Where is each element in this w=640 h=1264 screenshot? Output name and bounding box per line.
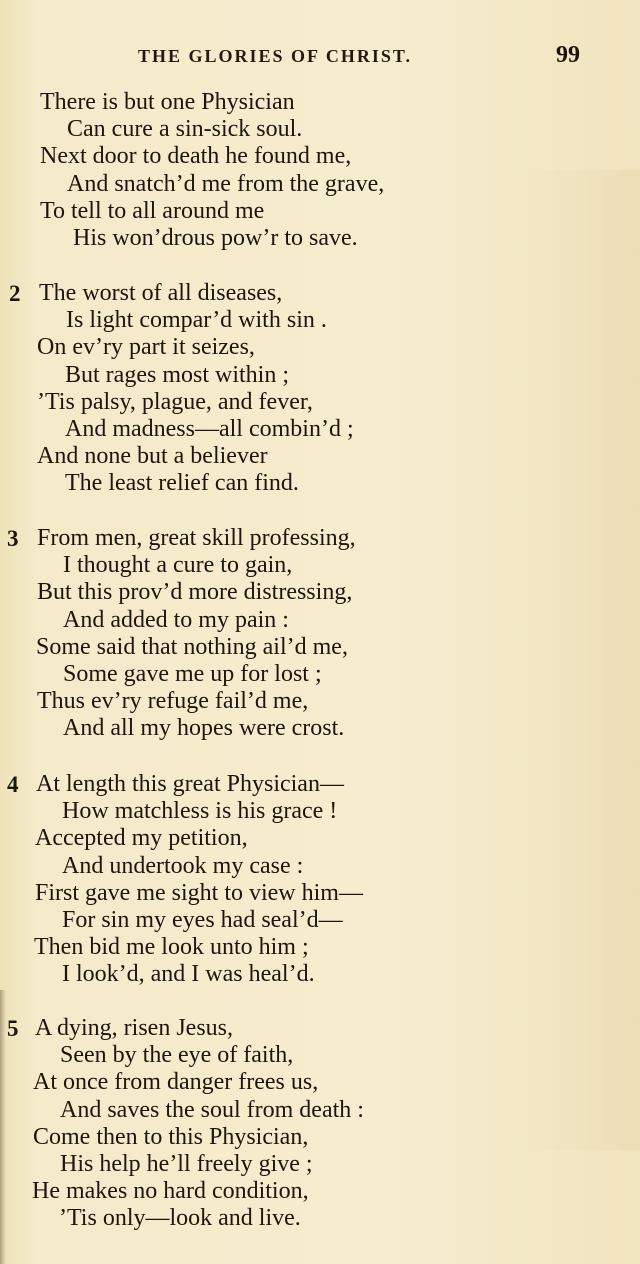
verse-line: First gave me sight to view him— <box>35 879 363 906</box>
stanza-number: 3 <box>7 526 19 551</box>
stanza-2 <box>0 280 640 498</box>
verse-line: At once from danger frees us, <box>33 1069 319 1096</box>
verse-line: His won’drous pow’r to save. <box>73 224 358 251</box>
verse-line: Seen by the eye of faith, <box>60 1042 294 1069</box>
verse-line: And none but a believer <box>37 443 268 470</box>
verse-line: ’Tis only—look and live. <box>59 1205 301 1232</box>
verse-line: On ev’ry part it seizes, <box>37 334 255 361</box>
verse-line: Is light compar’d with sin . <box>66 307 327 334</box>
verse-line: From men, great skill professing, <box>37 525 356 551</box>
running-title: THE GLORIES OF CHRIST. <box>138 46 413 66</box>
stanza-3 <box>0 525 640 743</box>
verse-line: But this prov’d more distressing, <box>37 579 353 606</box>
verse-line: Come then to this Physician, <box>33 1123 309 1150</box>
stanza-5 <box>0 1015 640 1233</box>
verse-line: And all my hopes were crost. <box>63 715 345 742</box>
verse-line: His help he’ll freely give ; <box>60 1150 313 1177</box>
verse-line: At length this great Physician— <box>36 771 344 797</box>
verse-line: ’Tis palsy, plague, and fever, <box>37 388 313 415</box>
stanza-number: 5 <box>7 1016 19 1041</box>
verse-line: A dying, risen Jesus, <box>35 1015 233 1041</box>
page-number: 99 <box>556 42 580 68</box>
verse-line: Can cure a sin-sick soul. <box>67 116 303 143</box>
verse-line: There is but one Physician <box>40 89 295 115</box>
verse-line: The worst of all diseases, <box>39 280 283 306</box>
verse-line: And added to my pain : <box>63 606 289 633</box>
verse-line: How matchless is his grace ! <box>62 798 338 825</box>
verse-line: To tell to all around me <box>40 197 265 224</box>
verse-line: I look’d, and I was heal’d. <box>62 961 315 988</box>
verse-line: And madness—all combin’d ; <box>65 415 354 442</box>
verse-line: The least relief can find. <box>65 470 299 497</box>
stanza-number: 2 <box>9 281 21 306</box>
verse-line: Thus ev’ry refuge fail’d me, <box>37 688 309 715</box>
stanza-number: 4 <box>7 772 19 797</box>
verse-line: And undertook my case : <box>62 852 304 879</box>
verse-line: Next door to death he found me, <box>40 143 352 170</box>
stanza-4 <box>0 771 640 989</box>
verse-line: He makes no hard condition, <box>32 1178 309 1205</box>
verse-line: But rages most within ; <box>65 361 289 388</box>
verse-line: Some gave me up for lost ; <box>63 660 322 687</box>
verse-line: And snatch’d me from the grave, <box>67 170 385 197</box>
stanza-1 <box>0 89 640 252</box>
verse-line: I thought a cure to gain, <box>63 552 293 579</box>
verse-line: Then bid me look unto him ; <box>34 934 309 961</box>
verse-line: Some said that nothing ail’d me, <box>36 633 348 660</box>
verse-line: For sin my eyes had seal’d— <box>62 906 343 933</box>
verse-line: And saves the soul from death : <box>60 1096 364 1123</box>
verse-line: Accepted my petition, <box>35 825 248 852</box>
